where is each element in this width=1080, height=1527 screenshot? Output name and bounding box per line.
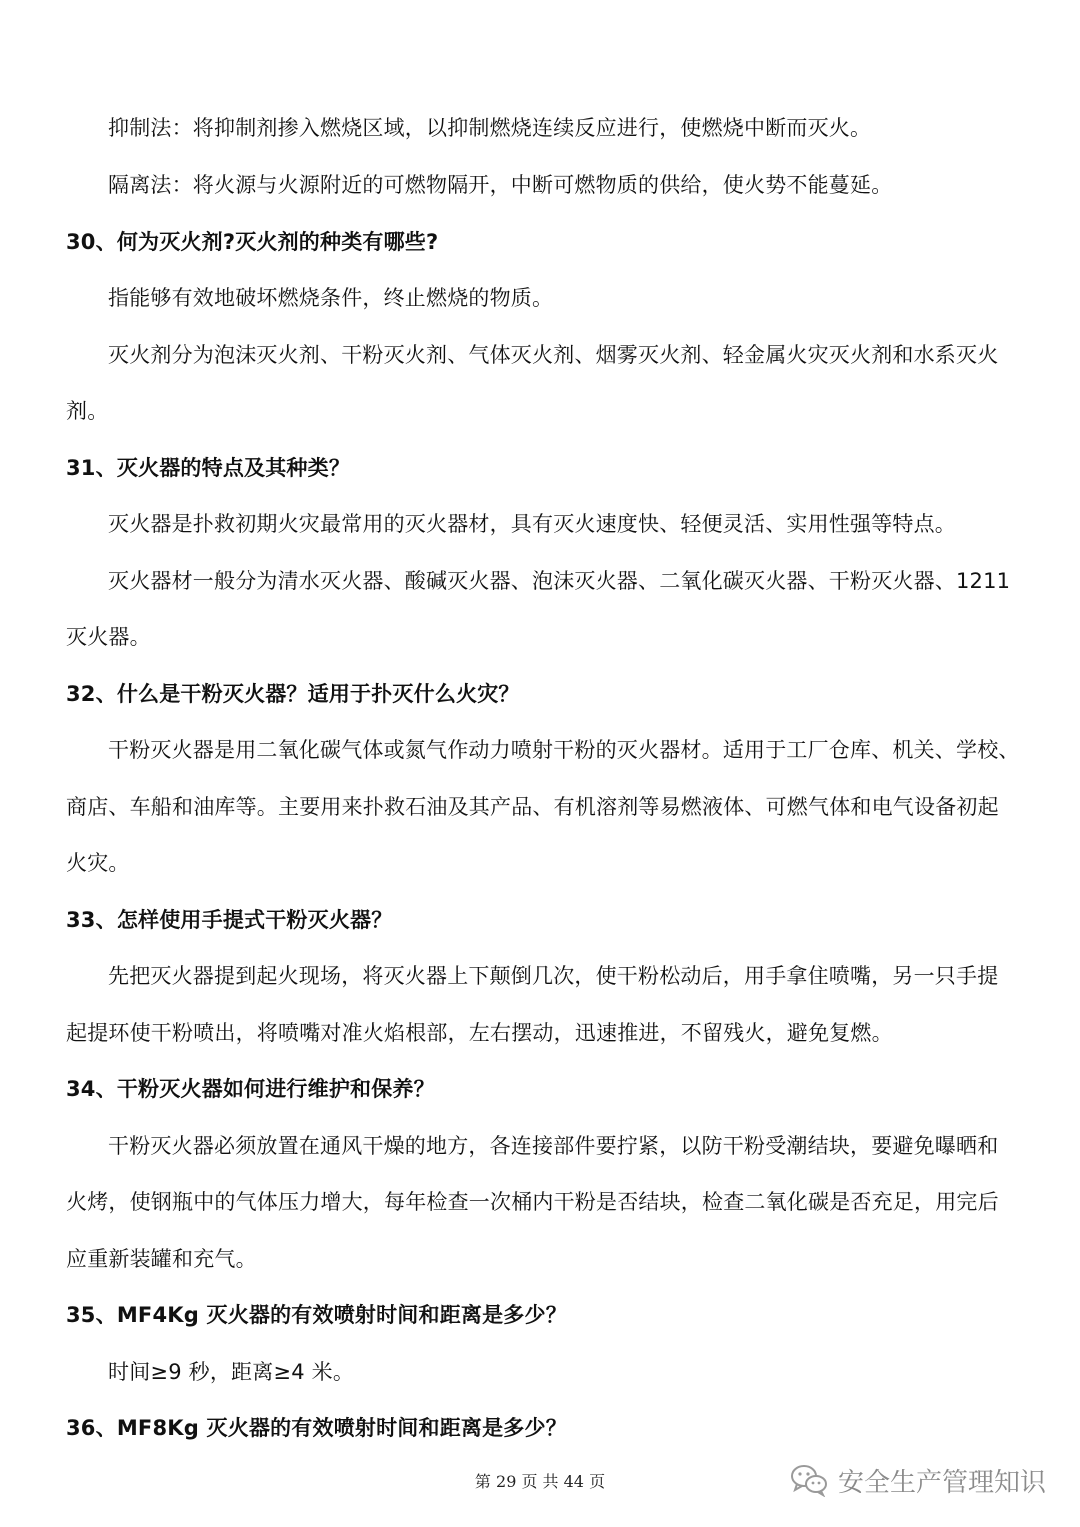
section-heading: 34、干粉灭火器如何进行维护和保养？ [66,1077,435,1101]
paragraph-line: 起提环使干粉喷出，将喷嘴对准火焰根部，左右摆动，迅速推进，不留残火，避免复燃。 [66,1021,893,1045]
wechat-icon [790,1463,828,1497]
section-heading: 33、怎样使用手提式干粉灭火器？ [66,908,393,932]
paragraph-line: 灭火器。 [66,625,151,649]
paragraph-line: 抑制法：将抑制剂掺入燃烧区域，以抑制燃烧连续反应进行，使燃烧中断而灭火。 [108,116,872,140]
paragraph-line: 干粉灭火器是用二氧化碳气体或氮气作动力喷射干粉的灭火器材。适用于工厂仓库、机关、学校、 [108,738,1020,762]
section-heading: 30、何为灭火剂?灭火剂的种类有哪些? [66,230,439,254]
paragraph-line: 火灾。 [66,851,130,875]
paragraph-line: 灭火器材一般分为清水灭火器、酸碱灭火器、泡沫灭火器、二氧化碳灭火器、干粉灭火器、1211 [108,569,1011,593]
paragraph-line: 灭火剂分为泡沫灭火剂、干粉灭火剂、气体灭火剂、烟雾灭火剂、轻金属火灾灭火剂和水系灭火 [108,343,999,367]
paragraph-line: 灭火器是扑救初期火灾最常用的灭火器材，具有灭火速度快、轻便灵活、实用性强等特点。 [108,512,956,536]
page-number-label: 第 29 页 共 44 页 [474,1472,606,1491]
paragraph-line: 剂。 [66,399,109,423]
watermark [790,1458,1046,1502]
section-heading: 31、灭火器的特点及其种类？ [66,456,351,480]
paragraph-line: 火烤，使钢瓶中的气体压力增大，每年检查一次桶内干粉是否结块，检查二氧化碳是否充足，用完后 [66,1190,999,1214]
paragraph-line: 时间≥9 秒，距离≥4 米。 [108,1360,355,1384]
watermark-text: 安全生产管理知识 [837,1467,1046,1498]
paragraph-line: 应重新装罐和充气。 [66,1247,257,1271]
paragraph-line: 先把灭火器提到起火现场，将灭火器上下颠倒几次，使干粉松动后，用手拿住喷嘴，另一只手提 [108,964,999,988]
section-heading: 36、MF8Kg 灭火器的有效喷射时间和距离是多少？ [66,1416,567,1440]
paragraph-line: 指能够有效地破坏燃烧条件，终止燃烧的物质。 [108,286,554,310]
paragraph-line: 干粉灭火器必须放置在通风干燥的地方，各连接部件要拧紧，以防干粉受潮结块，要避免曝晒和 [108,1134,999,1158]
paragraph-line: 商店、车船和油库等。主要用来扑救石油及其产品、有机溶剂等易燃液体、可燃气体和电气设备初起 [66,795,999,819]
section-heading: 35、MF4Kg 灭火器的有效喷射时间和距离是多少？ [66,1303,567,1327]
paragraph-line: 隔离法：将火源与火源附近的可燃物隔开，中断可燃物质的供给，使火势不能蔓延。 [108,173,893,197]
section-heading: 32、什么是干粉灭火器？适用于扑灭什么火灾？ [66,682,520,706]
